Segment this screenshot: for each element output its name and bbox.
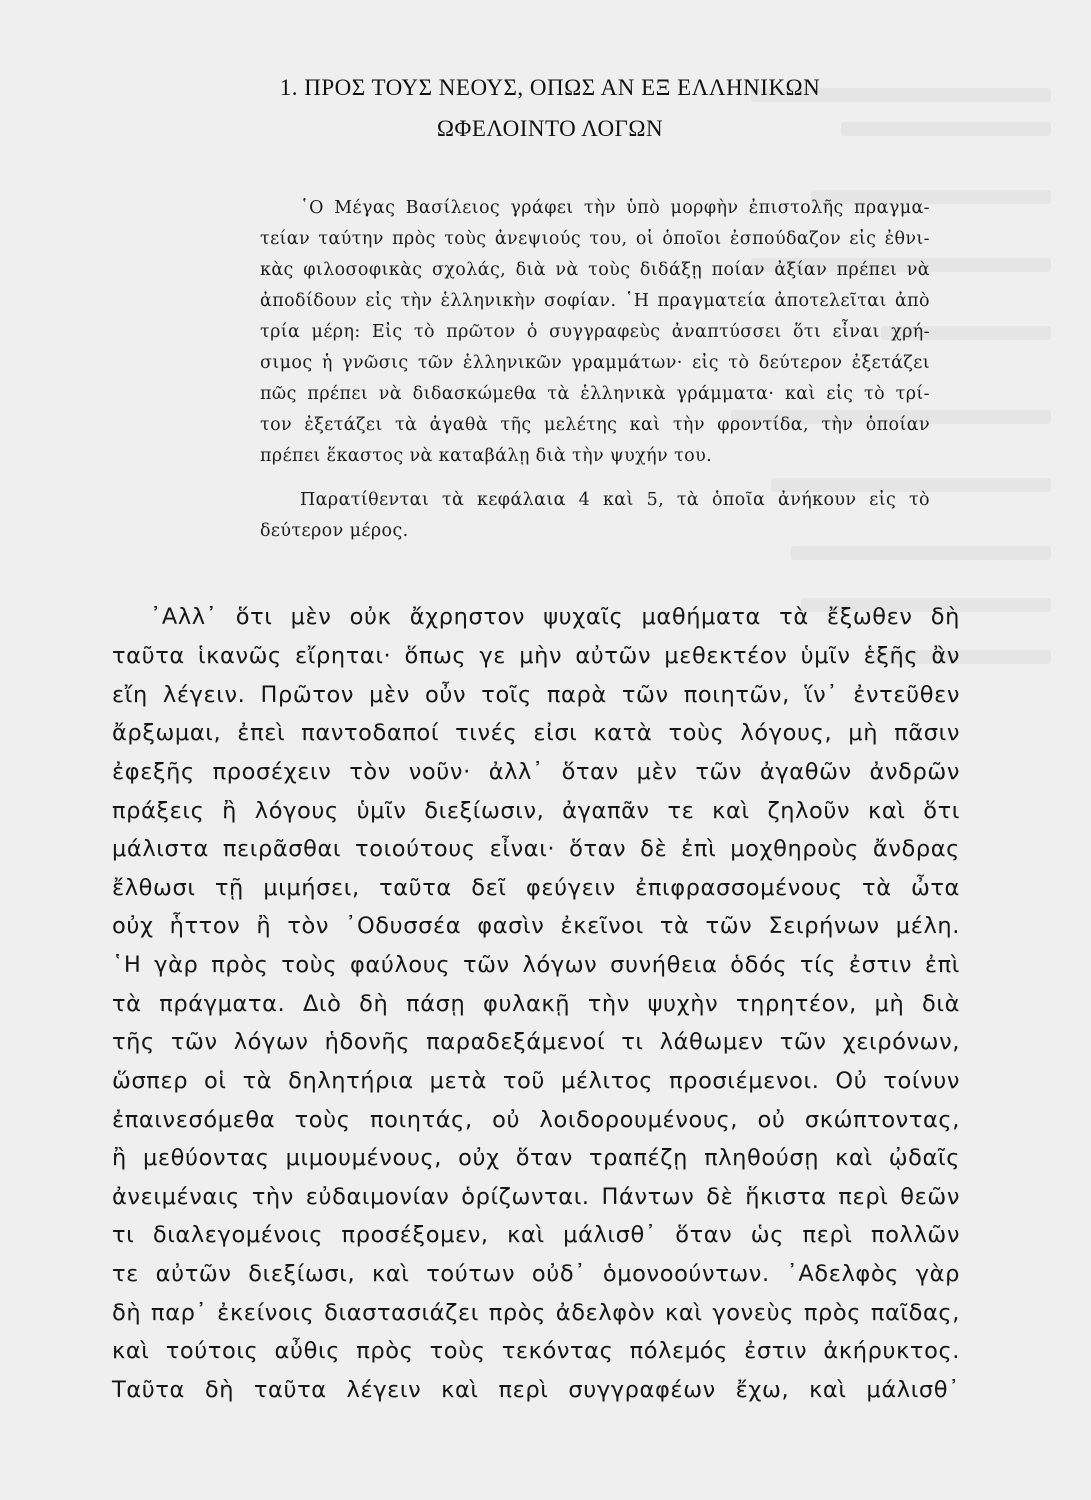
text-line: ἀνειμέναις τὴν εὐδαιμονίαν ὁρίζωνται. Πάντων δὲ ἥκιστα περὶ θεῶν [112,1184,960,1210]
text-line: εἴη λέγειν. Πρῶτον μὲν οὖν τοῖς παρὰ τῶν ποιητῶν, ἵν᾿ ἐντεῦθεν [112,682,960,708]
introduction-note-line: Παρατίθενται τὰ κεφάλαια 4 καὶ 5, τὰ ὁποῖα ἀνήκουν εἰς τὸ [300,490,930,510]
chapter-title-line-1: 1. ΠΡΟΣ ΤΟΥΣ ΝΕΟΥΣ, ΟΠΩΣ ΑΝ ΕΞ ΕΛΛΗΝΙΚΩΝ [279,75,821,100]
text-line: μάλιστα πειρᾶσθαι τοιούτους εἶναι· ὅταν δὲ ἐπὶ μοχθηροὺς ἄνδρας [112,836,960,862]
chapter-title-line-2: ΩΦΕΛΟΙΝΤΟ ΛΟΓΩΝ [436,116,664,141]
introduction-line: κὰς φιλοσοφικὰς σχολάς, διὰ νὰ τοὺς διδάξῃ ποίαν ἀξίαν πρέπει νὰ [260,260,930,280]
text-line: ῾Η γὰρ πρὸς τοὺς φαύλους τῶν λόγων συνήθεια ὁδός τίς ἐστιν ἐπὶ [112,952,960,978]
text-line: οὐχ ἧττον ἢ τὸν ᾿Οδυσσέα φασὶν ἐκεῖνοι τὰ τῶν Σειρήνων μέλη. [112,913,960,939]
text-line: ὥσπερ οἱ τὰ δηλητήρια μετὰ τοῦ μέλιτος προσιέμενοι. Οὐ τοίνυν [112,1068,960,1094]
introduction-note-line: δεύτερον μέρος. [260,521,409,541]
text-line: καὶ τούτοις αὖθις πρὸς τοὺς τεκόντας πόλεμός ἐστιν ἀκήρυκτος. [112,1338,960,1364]
text-line: δὴ παρ᾿ ἐκείνοις διαστασιάζει πρὸς ἀδελφὸν καὶ γονεὺς πρὸς παῖδας, [112,1300,960,1326]
introduction-line: ἀποδίδουν εἰς τὴν ἑλληνικὴν σοφίαν. ῾Η πραγματεία ἀποτελεῖται ἀπὸ [260,291,930,311]
text-line: τὰ πράγματα. Διὸ δὴ πάσῃ φυλακῇ τὴν ψυχὴν τηρητέον, μὴ διὰ [112,991,960,1017]
text-line: τῆς τῶν λόγων ἡδονῆς παραδεξάμενοί τι λάθωμεν τῶν χειρόνων, [112,1029,960,1055]
text-line: ἔλθωσι τῇ μιμήσει, ταῦτα δεῖ φεύγειν ἐπιφρασσομένους τὰ ὦτα [112,875,960,901]
text-line: Ταῦτα δὴ ταῦτα λέγειν καὶ περὶ συγγραφέων ἔχω, καὶ μάλισθ᾿ [112,1377,960,1403]
text-line: ἐπαινεσόμεθα τοὺς ποιητάς, οὐ λοιδορουμένους, οὐ σκώπτοντας, [112,1107,960,1133]
text-line: πράξεις ἢ λόγους ὑμῖν διεξίωσιν, ἀγαπᾶν τε καὶ ζηλοῦν καὶ ὅτι [112,798,960,824]
text-line: ἐφεξῆς προσέχειν τὸν νοῦν· ἀλλ᾿ ὅταν μὲν τῶν ἀγαθῶν ἀνδρῶν [112,759,960,785]
text-line: ἢ μεθύοντας μιμουμένους, οὐχ ὅταν τραπέζῃ πληθούσῃ καὶ ᾠδαῖς [112,1145,960,1171]
introduction-line: πῶς πρέπει νὰ διδασκώμεθα τὰ ἑλληνικὰ γράμματα· καὶ εἰς τὸ τρί- [260,384,930,404]
text-line: τε αὐτῶν διεξίωσι, καὶ τούτων οὐδ᾿ ὁμονοούντων. ᾿Αδελφὸς γὰρ [112,1261,960,1287]
text-line: ταῦτα ἱκανῶς εἴρηται· ὅπως γε μὴν αὐτῶν μεθεκτέον ὑμῖν ἑξῆς ἂν [112,643,960,669]
introduction-line: τείαν ταύτην πρὸς τοὺς ἀνεψιούς του, οἱ ὁποῖοι ἐσπούδαζον εἰς ἐθνι- [260,229,930,249]
text-line: ᾿Αλλ᾿ ὅτι μὲν οὐκ ἄχρηστον ψυχαῖς μαθήματα τὰ ἔξωθεν δὴ [150,604,960,630]
introduction-line: σιμος ἡ γνῶσις τῶν ἑλληνικῶν γραμμάτων· εἰς τὸ δεύτερον ἐξετάζει [260,353,930,373]
introduction-line: τον ἐξετάζει τὰ ἀγαθὰ τῆς μελέτης καὶ τὴν φροντίδα, τὴν ὁποίαν [260,415,930,435]
text-line: ἄρξωμαι, ἐπεὶ παντοδαποί τινές εἰσι κατὰ τοὺς λόγους, μὴ πᾶσιν [112,720,960,746]
introduction-line: ῾Ο Μέγας Βασίλειος γράφει τὴν ὑπὸ μορφὴν ἐπιστολῆς πραγμα- [300,198,930,218]
introduction-line: πρέπει ἕκαστος νὰ καταβάλῃ διὰ τὴν ψυχήν του. [260,446,713,466]
introduction-line: τρία μέρη: Εἰς τὸ πρῶτον ὁ συγγραφεὺς ἀναπτύσσει ὅτι εἶναι χρή- [260,322,930,342]
text-line: τι διαλεγομένοις προσέξομεν, καὶ μάλισθ᾿ ὅταν ὡς περὶ πολλῶν [112,1222,960,1248]
